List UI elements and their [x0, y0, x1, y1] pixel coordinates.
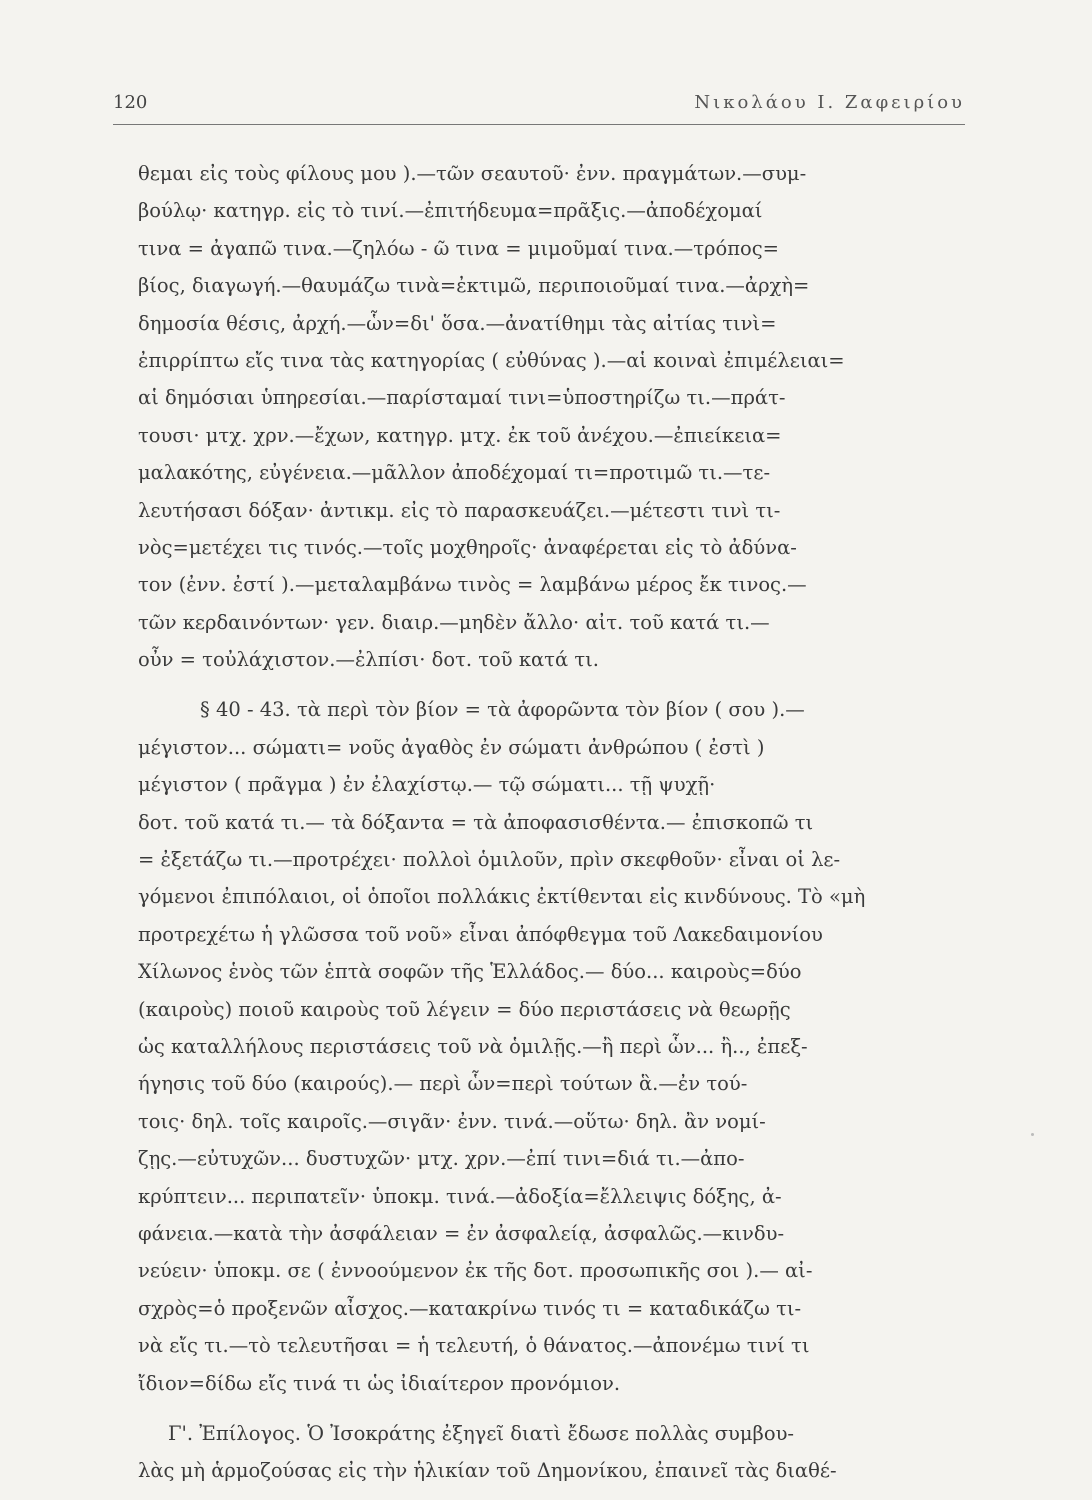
text-line: οὖν = τοὐλάχιστον.—ἐλπίσι· δοτ. τοῦ κατά τι.: [138, 648, 599, 672]
text-line: φάνεια.—κατὰ τὴν ἀσφάλειαν = ἐν ἀσφαλείᾳ, ἀσφαλῶς.—κινδυ-: [138, 1221, 785, 1245]
text-line: μέγιστον... σώματι= νοῦς ἀγαθὸς ἐν σώματι ἀνθρώπου ( ἐστὶ ): [138, 735, 765, 759]
text-line: σχρὸς=ὁ προξενῶν αἶσχος.—κατακρίνω τινός τι = καταδικάζω τι-: [138, 1296, 802, 1320]
text-line: ἐπιρρίπτω εἴς τινα τὰς κατηγορίας ( εὐθύνας ).—αἱ κοιναὶ ἐπιμέλειαι=: [138, 348, 845, 372]
text-line: νὸς=μετέχει τις τινός.—τοῖς μοχθηροῖς· ἀναφέρεται εἰς τὸ ἀδύνα-: [138, 535, 797, 559]
running-head: Νικολάου Ι. Ζαφειρίου: [694, 92, 965, 113]
text-line: νεύειν· ὑποκμ. σε ( ἐννοούμενον ἐκ τῆς δοτ. προσωπικῆς σοι ).— αἰ-: [138, 1259, 813, 1283]
text-line: θεμαι εἰς τοὺς φίλους μου ).—τῶν σεαυτοῦ· ἐνν. πραγμάτων.—συμ-: [138, 162, 807, 185]
text-line: ζῃς.—εὐτυχῶν... δυστυχῶν· μτχ. χρν.—ἐπί τινι=διά τι.—ἀπο-: [138, 1147, 745, 1171]
text-line: γόμενοι ἐπιπόλαιοι, οἱ ὁποῖοι πολλάκις ἐκτίθενται εἰς κινδύνους. Τὸ «μὴ: [138, 885, 866, 909]
text-line: ὡς καταλλήλους περιστάσεις τοῦ νὰ ὁμιλῇς.—ἢ περὶ ὧν... ἢ.., ἐπεξ-: [138, 1034, 808, 1058]
epilogue-line: Γ'. Ἐπίλογος. Ὁ Ἰσοκράτης ἐξηγεῖ διατὶ ἔδωσε πολλὰς συμβου-: [168, 1421, 795, 1445]
text-line: βούλῳ· κατηγρ. εἰς τὸ τινί.—ἐπιτήδευμα=πρᾶξις.—ἀποδέχομαί: [138, 199, 763, 223]
text-line: νὰ εἴς τι.—τὸ τελευτῆσαι = ἡ τελευτή, ὁ θάνατος.—ἀπονέμω τινί τι: [138, 1334, 810, 1358]
text-line: τοις· δηλ. τοῖς καιροῖς.—σιγᾶν· ἐνν. τινά.—οὕτω· δηλ. ἂν νομί-: [138, 1109, 766, 1133]
paper-speck: [1031, 1133, 1034, 1136]
text-line: προτρεχέτω ἡ γλῶσσα τοῦ νοῦ» εἶναι ἀπόφθεγμα τοῦ Λακεδαιμονίου: [138, 922, 823, 946]
text-line: τον (ἐνν. ἐστί ).—μεταλαμβάνω τινὸς = λαμβάνω μέρος ἔκ τινος.—: [138, 573, 807, 597]
text-line: λευτήσασι δόξαν· ἀντικμ. εἰς τὸ παρασκευάζει.—μέτεστι τινὶ τι-: [138, 498, 781, 522]
commentary-text: [138, 155, 988, 1490]
text-line: ἴδιον=δίδω εἴς τινά τι ὡς ἰδιαίτερον προνόμιον.: [138, 1371, 621, 1395]
text-line: ήγησις τοῦ δύο (καιρούς).— περὶ ὧν=περὶ τούτων ἃ.—ἐν τού-: [138, 1072, 748, 1096]
page-header: [113, 92, 965, 122]
section-heading-line: § 40 - 43. τὰ περὶ τὸν βίον = τὰ ἀφορῶντα τὸν βίον ( σου ).—: [200, 698, 805, 722]
header-rule: [113, 124, 965, 125]
text-line: τινα = ἀγαπῶ τινα.—ζηλόω - ῶ τινα = μιμοῦμαί τινα.—τρόπος=: [138, 236, 780, 260]
text-line: τῶν κερδαινόντων· γεν. διαιρ.—μηδὲν ἄλλο· αἰτ. τοῦ κατά τι.—: [138, 610, 770, 634]
text-line: λὰς μὴ ἁρμοζούσας εἰς τὴν ἡλικίαν τοῦ Δημονίκου, ἐπαινεῖ τὰς διαθέ-: [138, 1459, 837, 1483]
text-line: = ἐξετάζω τι.—προτρέχει· πολλοὶ ὁμιλοῦν, πρὶν σκεφθοῦν· εἶναι οἱ λε-: [138, 848, 841, 872]
text-line: κρύπτειν... περιπατεῖν· ὑποκμ. τινά.—ἀδοξία=ἔλλειψις δόξης, ἀ-: [138, 1184, 782, 1208]
page-number: 120: [113, 92, 148, 113]
text-line: τουσι· μτχ. χρν.—ἔχων, κατηγρ. μτχ. ἐκ τοῦ ἀνέχου.—ἐπιείκεια=: [138, 423, 782, 447]
text-line: Χίλωνος ἑνὸς τῶν ἑπτὰ σοφῶν τῆς Ἑλλάδος.— δύο... καιροὺς=δύο: [138, 960, 802, 984]
text-line: μέγιστον ( πρᾶγμα ) ἐν ἐλαχίστῳ.— τῷ σώματι... τῇ ψυχῇ·: [138, 773, 716, 797]
text-line: δοτ. τοῦ κατά τι.— τὰ δόξαντα = τὰ ἀποφασισθέντα.— ἐπισκοπῶ τι: [138, 810, 814, 834]
text-line: (καιροὺς) ποιοῦ καιροὺς τοῦ λέγειν = δύο περιστάσεις νὰ θεωρῇς: [138, 997, 791, 1021]
text-line: μαλακότης, εὐγένεια.—μᾶλλον ἀποδέχομαί τι=προτιμῶ τι.—τε-: [138, 461, 771, 485]
text-line: δημοσία θέσις, ἀρχή.—ὧν=δι' ὅσα.—ἀνατίθημι τὰς αἰτίας τινὶ=: [138, 311, 777, 335]
text-line: αἱ δημόσιαι ὑπηρεσίαι.—παρίσταμαί τινι=ὑποστηρίζω τι.—πράτ-: [138, 386, 786, 410]
text-line: βίος, διαγωγή.—θαυμάζω τινὰ=ἐκτιμῶ, περιποιοῦμαί τινα.—ἀρχὴ=: [138, 274, 810, 298]
